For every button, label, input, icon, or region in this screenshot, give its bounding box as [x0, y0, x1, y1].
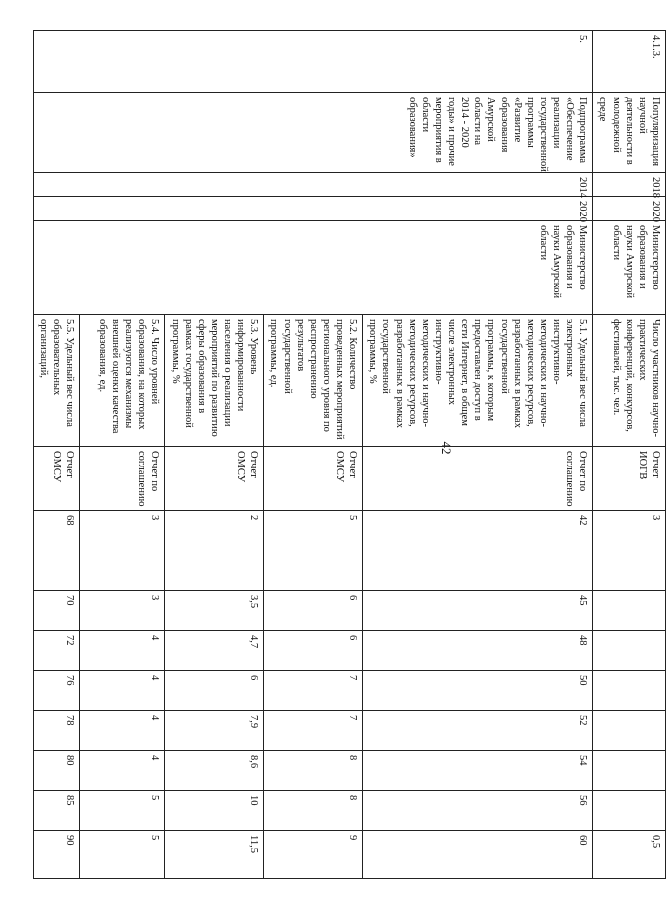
value-2020: 9 [264, 831, 363, 879]
value-2019: 5 [80, 791, 165, 831]
value-2015: 48 [363, 631, 593, 671]
row-number: 5. [34, 31, 593, 93]
value-2020: 90 [34, 831, 80, 879]
value-2017: 7,9 [165, 711, 264, 751]
start-year: 2018 [593, 173, 666, 197]
value-2018: 54 [363, 751, 593, 791]
value-2020: 60 [363, 831, 593, 879]
row-number: 4.1.3. [593, 31, 666, 93]
executor: Министерство образования и науки Амурской области [34, 221, 593, 315]
value-2016: 4 [80, 671, 165, 711]
value-2015: 6 [264, 631, 363, 671]
end-year: 2020 [34, 197, 593, 221]
value-2017: 7 [264, 711, 363, 751]
value-2016: 50 [363, 671, 593, 711]
value-2016: 76 [34, 671, 80, 711]
indicator: Число участников научно-практических конференций, конкурсов, фестивалей, тыс. чел. [593, 315, 666, 447]
value-2020: 5 [80, 831, 165, 879]
value-2020: 11,5 [165, 831, 264, 879]
value-2017: 78 [34, 711, 80, 751]
data-source: Отчет ОМСУ [165, 447, 264, 511]
value-2019: 85 [34, 791, 80, 831]
value-2018: 8 [264, 751, 363, 791]
indicator-table [33, 30, 666, 879]
base-value: 68 [34, 511, 80, 591]
value-2014: 3 [80, 591, 165, 631]
base-value: 2 [165, 511, 264, 591]
start-year: 2014 [34, 173, 593, 197]
value-2019: 8 [264, 791, 363, 831]
data-source: Отчет ИОГВ [593, 447, 666, 511]
value-2019 [593, 791, 666, 831]
end-year: 2020 [593, 197, 666, 221]
base-value: 42 [363, 511, 593, 591]
data-source: Отчет ОМСУ [34, 447, 80, 511]
value-2015: 72 [34, 631, 80, 671]
indicator: 5.1. Удельный вес числа электронных инструктивно-методических и научно-методических ресурсов, разработанных в рамках государственной программы, к которым предоставлен доступ в сети Интернет, в общем числе электронных инструктивно-методических и научно-методических ресурсов, разработанных в рамках государственной программы, % [363, 315, 593, 447]
rotated-table-container [38, 30, 666, 910]
value-2016: 7 [264, 671, 363, 711]
value-2014: 45 [363, 591, 593, 631]
data-source: Отчет по соглашению [80, 447, 165, 511]
value-2014: 6 [264, 591, 363, 631]
value-2014 [593, 591, 666, 631]
base-value: 3 [80, 511, 165, 591]
indicator: 5.2. Количество проведенных мероприятий регионального уровня по распространению результатов государственной программы, ед. [264, 315, 363, 447]
base-value: 3 [593, 511, 666, 591]
value-2017: 52 [363, 711, 593, 751]
indicator: 5.3. Уровень информированности населения о реализации мероприятий по развитию сферы образования в рамках государственной программы, % [165, 315, 264, 447]
value-2015 [593, 631, 666, 671]
indicator: 5.4. Число уровней образования, на которых реализуются механизмы внешней оценки качества образования, ед. [80, 315, 165, 447]
value-2014: 70 [34, 591, 80, 631]
value-2014: 3,5 [165, 591, 264, 631]
value-2018: 4 [80, 751, 165, 791]
executor: Министерство образования и науки Амурской области [593, 221, 666, 315]
data-source: Отчет ОМСУ [264, 447, 363, 511]
value-2018: 8,6 [165, 751, 264, 791]
indicator: 5.5. Удельный вес числа образовательных организаций, [34, 315, 80, 447]
table-row [593, 31, 666, 879]
page-number: 42 [439, 441, 454, 455]
measure-name: Популяризация научной деятельности в молодежной среде [593, 93, 666, 173]
value-2017: 4 [80, 711, 165, 751]
value-2019: 56 [363, 791, 593, 831]
table-row [363, 31, 593, 879]
value-2015: 4 [80, 631, 165, 671]
value-2018 [593, 751, 666, 791]
measure-name: Подпрограмма «Обеспечение реализации государственной программы «Развитие образования Амурской области на 2014 - 2020 годы» и прочие мероприятия в области образования» [34, 93, 593, 173]
value-2016 [593, 671, 666, 711]
base-value: 5 [264, 511, 363, 591]
value-2015: 4,7 [165, 631, 264, 671]
value-2019: 10 [165, 791, 264, 831]
value-2018: 80 [34, 751, 80, 791]
value-2017 [593, 711, 666, 751]
value-2016: 6 [165, 671, 264, 711]
value-2020: 0,5 [593, 831, 666, 879]
data-source: Отчет по соглашению [363, 447, 593, 511]
